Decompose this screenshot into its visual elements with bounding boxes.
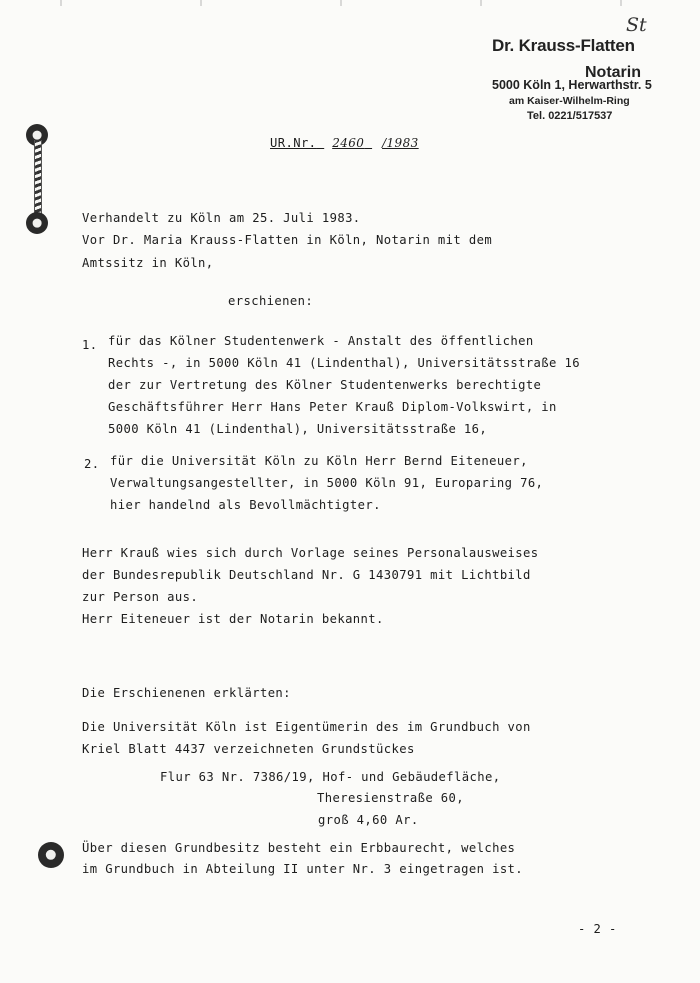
notary-stamp (492, 36, 635, 56)
notary-title: Notarin (585, 64, 641, 81)
notary-name: Dr. Krauss-Flatten (492, 36, 635, 55)
scan-top-marks (0, 0, 700, 6)
declaration-heading: Die Erschienenen erklärten: (82, 686, 291, 700)
party1-line: für das Kölner Studentenwerk - Anstalt des öffentlichen (108, 334, 534, 348)
header-line: Amtssitz in Köln, (82, 256, 214, 270)
party1-line: Rechts -, in 5000 Köln 41 (Lindenthal), Universitätsstraße 16 (108, 356, 580, 370)
party2-line: Verwaltungsangestellter, in 5000 Köln 91, Europaring 76, (110, 476, 544, 490)
notary-location: am Kaiser-Wilhelm-Ring (509, 95, 630, 107)
notary-address: 5000 Köln 1, Herwarthstr. 5 (492, 78, 652, 92)
header-line: Verhandelt zu Köln am 25. Juli 1983. (82, 211, 361, 225)
handwritten-initials: St (626, 14, 647, 36)
erschienen-heading: erschienen: (228, 294, 314, 308)
document-number (270, 136, 419, 150)
erbbaurecht-line: Über diesen Grundbesitz besteht ein Erbbaurecht, welches (82, 841, 516, 855)
property-line: Die Universität Köln ist Eigentümerin des im Grundbuch von (82, 720, 531, 734)
erbbaurecht-line: im Grundbuch in Abteilung II unter Nr. 3 eingetragen ist. (82, 862, 524, 876)
party1-line: der zur Vertretung des Kölner Studentenwerks berechtigte (108, 378, 542, 392)
notary-phone: Tel. 0221/517537 (527, 110, 613, 122)
parcel-line: groß 4,60 Ar. (318, 813, 419, 827)
ur-nr-prefix: UR.Nr. (270, 136, 317, 150)
property-line: Kriel Blatt 4437 verzeichneten Grundstückes (82, 742, 415, 756)
identification-line: zur Person aus. (82, 590, 199, 604)
party1-line: Geschäftsführer Herr Hans Peter Krauß Diplom-Volkswirt, in (108, 400, 557, 414)
binding-hole-middle (26, 212, 48, 234)
header-line: Vor Dr. Maria Krauss-Flatten in Köln, Notarin mit dem (82, 233, 493, 247)
identification-line: Herr Krauß wies sich durch Vorlage seines Personalausweises (82, 546, 539, 560)
identification-line: der Bundesrepublik Deutschland Nr. G 1430791 mit Lichtbild (82, 568, 531, 582)
party1-line: 5000 Köln 41 (Lindenthal), Universitätsstraße 16, (108, 422, 488, 436)
party1-number: 1. (82, 338, 98, 352)
ur-nr-year: /1983 (382, 136, 419, 150)
identification-line: Herr Eiteneuer ist der Notarin bekannt. (82, 612, 384, 626)
party2-line: hier handelnd als Bevollmächtigter. (110, 498, 381, 512)
party2-line: für die Universität Köln zu Köln Herr Bernd Eiteneuer, (110, 454, 528, 468)
binding-hole-bottom (38, 842, 64, 868)
parcel-line: Flur 63 Nr. 7386/19, Hof- und Gebäudefläche, (160, 770, 501, 784)
next-page-marker: - 2 - (578, 922, 617, 936)
parcel-line: Theresienstraße 60, (317, 791, 465, 805)
party2-number: 2. (84, 457, 100, 471)
ur-nr-number: 2460 (332, 136, 365, 150)
